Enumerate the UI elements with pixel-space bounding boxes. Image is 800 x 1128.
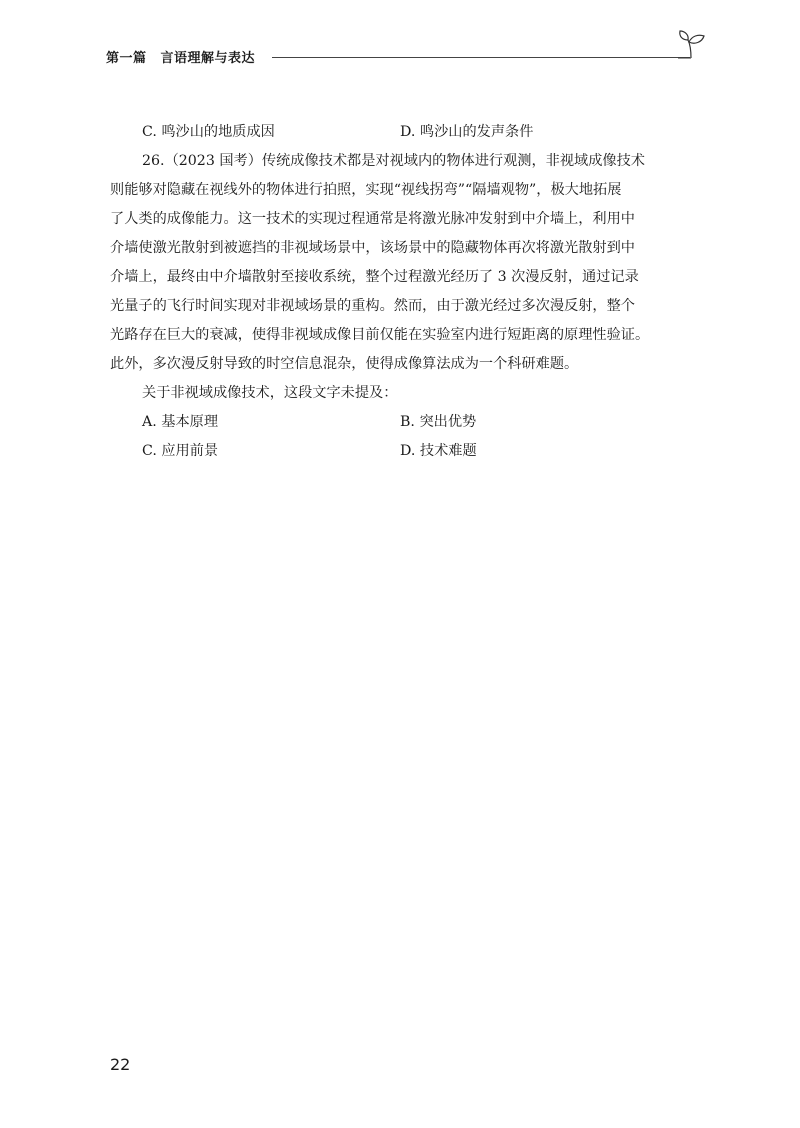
header-rule (272, 57, 690, 58)
prev-option-d: D. 鸣沙山的发声条件 (400, 124, 534, 140)
running-header (106, 47, 255, 66)
question-line-5: 介墙上，最终由中介墙散射至接收系统，整个过程激光经历了 3 次漫反射，通过记录 (110, 269, 639, 285)
question-line-6: 光量子的飞行时间实现对非视域场景的重构。然而，由于激光经过多次漫反射，整个 (110, 298, 635, 314)
option-c: C. 应用前景 (142, 443, 219, 459)
question-line-2: 则能够对隐藏在视线外的物体进行拍照，实现“视线拐弯”“隔墙观物”，极大地拓展 (110, 182, 622, 198)
sprout-icon (676, 26, 708, 60)
question-line-8: 此外，多次漫反射导致的时空信息混杂，使得成像算法成为一个科研难题。 (110, 356, 579, 372)
question-line-7: 光路存在巨大的衰减，使得非视域成像目前仅能在实验室内进行短距离的原理性验证。 (110, 327, 650, 343)
chapter-title: 言语理解与表达 (160, 51, 256, 66)
part-label: 第一篇 (106, 51, 147, 66)
question-prompt: 关于非视域成像技术，这段文字未提及： (142, 385, 398, 401)
prev-option-c: C. 鸣沙山的地质成因 (142, 124, 275, 140)
option-a: A. 基本原理 (142, 414, 219, 430)
option-b: B. 突出优势 (400, 414, 477, 430)
page-number: 22 (110, 1055, 131, 1074)
question-line-1: 26.（2023 国考）传统成像技术都是对视域内的物体进行观测，非视域成像技术 (142, 153, 645, 169)
question-line-4: 介墙使激光散射到被遮挡的非视域场景中，该场景中的隐藏物体再次将激光散射到中 (110, 240, 635, 256)
option-d: D. 技术难题 (400, 443, 477, 459)
question-line-3: 了人类的成像能力。这一技术的实现过程通常是将激光脉冲发射到中介墙上，利用中 (110, 211, 635, 227)
